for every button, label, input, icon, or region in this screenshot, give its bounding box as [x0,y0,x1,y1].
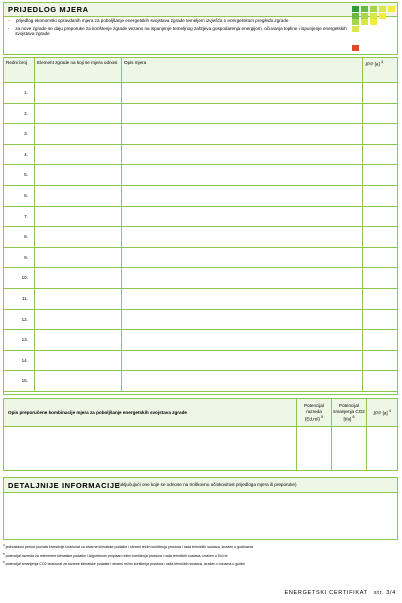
palette-swatch [352,6,359,12]
palette-swatch [370,13,377,19]
palette-swatch [379,13,386,19]
row-number: 4. [4,144,35,165]
row-number: 10. [4,268,35,289]
row-number: 11. [4,288,35,309]
measures-table-box [3,57,398,395]
row-element-cell[interactable] [35,103,122,124]
row-desc-cell[interactable] [122,227,363,248]
row-jpp-cell[interactable] [363,124,398,145]
row-desc-cell[interactable] [122,371,363,392]
row-jpp-cell[interactable] [363,83,398,104]
table-row [4,330,398,351]
palette-swatch [361,6,368,12]
table-row [4,227,398,248]
palette-swatch [379,6,386,12]
row-desc-cell[interactable] [122,124,363,145]
palette-swatch [352,13,359,19]
details-header [4,478,397,493]
row-number: 13. [4,330,35,351]
row-jpp-cell[interactable] [363,103,398,124]
row-desc-cell[interactable] [122,103,363,124]
combination-box [3,398,398,471]
col-no-header: Redni broj [4,58,35,83]
footnote: $^6$ potencijal smanjenja CO2 izračunat za stvarne klimatske podatke i stvarni režim korištenja prostora i rada tehničkih sustava, izražen u tonama u godini [3,560,245,567]
row-desc-cell[interactable] [122,268,363,289]
footnote: $^4$ jednostavni period povrata investicije izračunat za stvarne klimatske podatke i stvarni režim korištenja prostora i rada tehničkih sustava, izražen u godinama [3,543,253,550]
row-number: 2. [4,103,35,124]
row-number: 15. [4,371,35,392]
row-jpp-cell[interactable] [363,144,398,165]
row-jpp-cell[interactable] [363,309,398,330]
row-jpp-cell[interactable] [363,185,398,206]
proposal-title: PRIJEDLOG MJERA [8,5,89,14]
palette-swatch [352,19,359,25]
bullet-text: prijedlog ekonomski opravdanih mjera za poboljšanje energetskih svojstava zgrade temeljem izvješća o energetskom pregledu zgrade [16,18,289,23]
row-element-cell[interactable] [35,288,122,309]
bullet-dash: - [8,25,10,31]
row-element-cell[interactable] [35,185,122,206]
row-desc-cell[interactable] [122,309,363,330]
combination-row [4,427,398,471]
row-element-cell[interactable] [35,371,122,392]
bullet-item [8,26,348,37]
details-content[interactable] [4,492,397,539]
row-desc-cell[interactable] [122,165,363,186]
row-number: 6. [4,185,35,206]
row-number: 3. [4,124,35,145]
row-number: 7. [4,206,35,227]
row-number: 1. [4,83,35,104]
row-desc-cell[interactable] [122,350,363,371]
table-row [4,206,398,227]
table-row [4,247,398,268]
row-desc-cell[interactable] [122,247,363,268]
table-row [4,165,398,186]
row-number: 8. [4,227,35,248]
row-desc-cell[interactable] [122,185,363,206]
certificate-label: ENERGETSKI CERTIFIKAT [284,590,368,596]
row-jpp-cell[interactable] [363,206,398,227]
row-desc-cell[interactable] [122,288,363,309]
row-jpp-cell[interactable] [363,247,398,268]
table-row [4,124,398,145]
page-number: str. 3/4 [373,590,396,596]
palette-swatch [388,6,395,12]
bullet-italic: izvješća o energetskom pregledu zgrade [205,18,289,23]
row-element-cell[interactable] [35,227,122,248]
row-jpp-cell[interactable] [363,268,398,289]
row-number: 5. [4,165,35,186]
row-number: 9. [4,247,35,268]
row-desc-cell[interactable] [122,83,363,104]
proposal-header [4,3,397,17]
footnote: $^5$ potencijal razreda za referentne klimatske podatke i Algoritmom propisan režim korištenja prostora i rada tehničkih sustava, izražen u Ed,rel [3,551,228,558]
combination-label: Opis preporučene kombinacije mjera za poboljšanje energetskih svojstava zgrade [4,399,297,427]
palette-swatch [352,45,359,51]
details-subtitle: (uključujući one koje se odnose na troškovnu učinkovitost prijedloga mjera ili preporuke) [118,482,297,487]
measures-table [3,57,398,392]
combination-desc-cell[interactable] [4,427,297,471]
row-element-cell[interactable] [35,330,122,351]
table-row [4,268,398,289]
table-row [4,350,398,371]
table-row [4,103,398,124]
row-element-cell[interactable] [35,124,122,145]
row-element-cell[interactable] [35,309,122,330]
combination-table [3,398,398,471]
table-row [4,144,398,165]
palette-swatch [370,19,377,25]
row-jpp-cell[interactable] [363,165,398,186]
col-class-header: Potencijal razreda (Ed,rel) $^5$ [297,399,332,427]
row-element-cell[interactable] [35,350,122,371]
bullet-text: za nove zgrade se daju preporuke za korištenje zgrade vezano na ispunjenje temeljnog zahtjeva gospodarenja energijom, očuvanja topline i ispunjenje energetskih svojstava zgrade [15,25,347,37]
page-footer [284,590,396,596]
row-element-cell[interactable] [35,206,122,227]
table-row [4,83,398,104]
table-header [4,58,398,83]
row-element-cell[interactable] [35,165,122,186]
row-element-cell[interactable] [35,144,122,165]
table-row [4,185,398,206]
row-number: 12. [4,309,35,330]
row-jpp-cell[interactable] [363,227,398,248]
details-box [3,477,398,540]
footnotes [3,543,398,567]
row-number: 14. [4,350,35,371]
col-element-header: Element zgrade na koji se mjera odnosi [35,58,122,83]
bullet-item [8,18,348,24]
col-desc-header: Opis mjera [122,58,363,83]
col-jpp-header: JPP [a] $^4$ [363,58,398,83]
row-jpp-cell[interactable] [363,350,398,371]
energy-class-palette [352,6,396,52]
table-row [4,371,398,392]
proposal-section [3,2,398,55]
row-jpp-cell[interactable] [363,371,398,392]
row-jpp-cell[interactable] [363,288,398,309]
row-desc-cell[interactable] [122,206,363,227]
palette-swatch [361,13,368,19]
details-title: DETALJNIJE INFORMACIJE [8,481,121,490]
combination-header [4,399,398,427]
combination-co2-cell[interactable] [332,427,367,471]
table-row [4,288,398,309]
row-desc-cell[interactable] [122,330,363,351]
col-jpp-header: JPP [a] $^4$ [367,399,398,427]
palette-swatch [361,19,368,25]
combination-jpp-cell[interactable] [367,427,398,471]
proposal-bullets [8,18,348,37]
palette-swatch [370,6,377,12]
table-row [4,309,398,330]
palette-swatch [352,26,359,32]
row-desc-cell[interactable] [122,144,363,165]
bullet-dash: - [8,18,10,23]
col-co2-header: Potencijal smanjenja CO2 [t/a] $^6$ [332,399,367,427]
combination-class-cell[interactable] [297,427,332,471]
row-element-cell[interactable] [35,83,122,104]
row-element-cell[interactable] [35,247,122,268]
row-jpp-cell[interactable] [363,330,398,351]
row-element-cell[interactable] [35,268,122,289]
